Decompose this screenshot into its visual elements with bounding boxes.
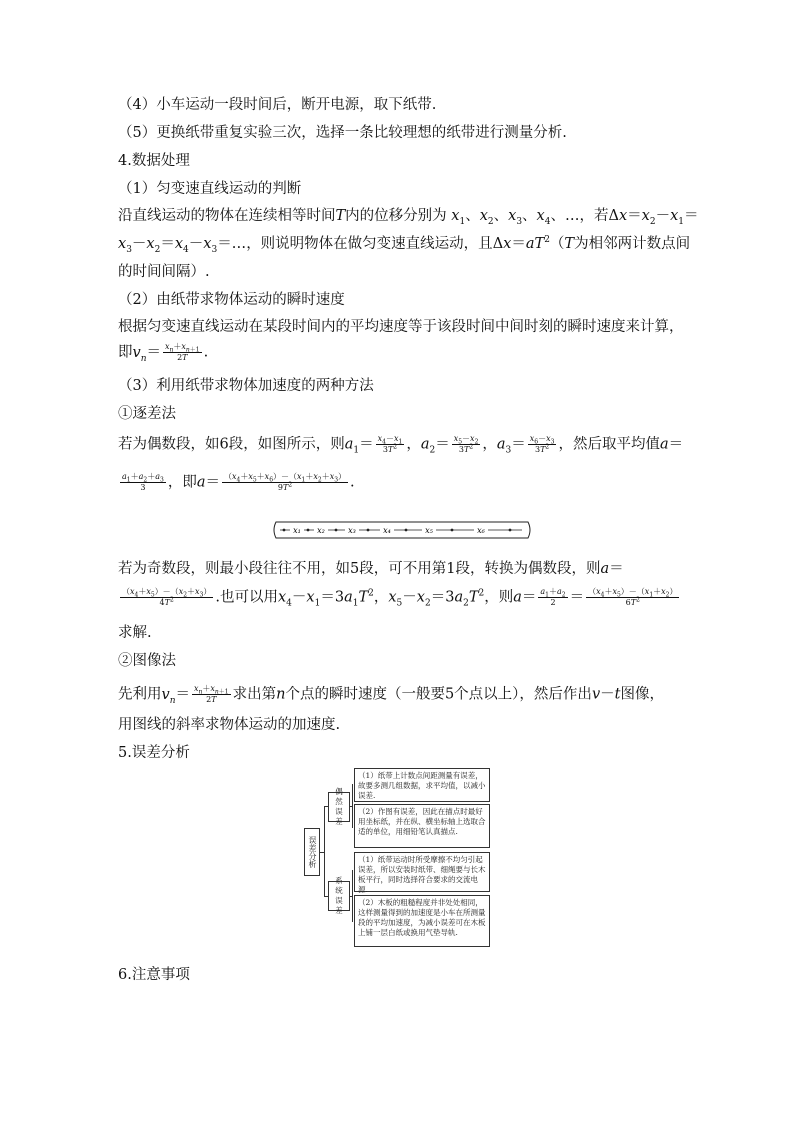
diagram-root: 误差分析: [304, 828, 320, 876]
random-error-2: （2）作图有误差，因此在描点时最好用坐标纸，并在纵、横坐标轴上选取合适的单位，用细铅笔认真描点.: [354, 804, 490, 848]
step5-line: （5）更换纸带重复实验三次，选择一条比较理想的纸带进行测量分析.: [118, 125, 567, 141]
judge-line-2: $x_3-x_2=x_4-x_3=\dots$，则说明物体在做匀变速直线运动，且$\Delta x=aT^2(T$为相邻两计数点间: [118, 235, 691, 255]
tape-label-x2: x₂: [317, 526, 325, 535]
tape-label-x4: x₄: [383, 526, 391, 535]
section-6-heading: 6.注意事项: [118, 967, 190, 983]
tape-label-x1: x₁: [293, 526, 301, 535]
even-line-1: 若为偶数段，如6段，如图所示，则$a_1=$ $\frac{x_4-x_1}{3T^2}$ ，$a_2=$ $\frac{x_5-x_2}{3T^2}$ ，$a_3=$ $\frac{x_6-x_3}{3T^2}$ ，然后取平均值a＝: [118, 434, 684, 456]
error-analysis-diagram: [300, 764, 500, 950]
odd-line-1: 若为奇数段，则最小段往往不用，如5段，可不用第1段，转换为偶数段，则a＝: [118, 561, 624, 577]
judge-line-3: 的时间间隔）.: [118, 264, 210, 280]
tape-label-x5: x₅: [425, 526, 433, 535]
random-spine-v: [352, 784, 353, 828]
section-4-heading: 4.数据处理: [118, 153, 190, 169]
graph-line-2: 用图线的斜率求物体运动的加速度.: [118, 717, 341, 733]
method2-heading: ②图像法: [118, 653, 176, 669]
systematic-error-2: （2）木板的粗糙程度并非处处相同，这样测量得到的加速度是小车在所测量段的平均加速度，为减小误差可在木板上铺一层白纸或换用气垫导轨.: [354, 895, 490, 947]
odd-line-2: $\frac{(x_4+x_5)-(x_2+x_3)}{4T^2}$ .也可以用$x_4-x_1=3a_1T^2$，$x_5-x_2=3a_2T^2$，则a＝ $\frac{a_1+a_2}{2}$ ＝ $\frac{(x_4+x_5)-(x_1+x_2)}{6T^2}$: [122, 587, 678, 609]
section-5-heading: 5.误差分析: [118, 745, 190, 761]
step4-line: （4）小车运动一段时间后，断开电源，取下纸带.: [118, 97, 437, 113]
systematic-error-node: 系统误差: [328, 881, 350, 911]
odd-line-3: 求解.: [118, 625, 152, 641]
graph-line-1: 先利用$v_n=$ $\frac{x_n+x_{n+1}}{2T}$ 求出第n个点的瞬时速度（一般要5个点以上），然后作出v－t图像，: [118, 684, 664, 706]
branch-spine: [324, 806, 325, 896]
judge-line-1: 沿直线运动的物体在连续相等时间T内的位移分别为 $x_1$、$x_2$、$x_3$、$x_4$、…，若$\Delta x=x_2-x_1=$: [118, 208, 699, 227]
method1-heading: ①逐差法: [118, 406, 176, 422]
instant-line-2: 即$v_n=$ $\frac{x_n+x_{n+1}}{2T}$ .: [118, 342, 209, 364]
sub3-heading: （3）利用纸带求物体加速度的两种方法: [118, 378, 374, 394]
sub2-heading: （2）由纸带求物体运动的瞬时速度: [118, 292, 345, 308]
even-line-2: $\frac{a_1+a_2+a_3}{3}$ ，即a＝ $\frac{(x_4+x_5+x_6)-(x_1+x_2+x_3)}{9T^2}$ .: [122, 472, 355, 492]
tape-label-x3: x₃: [348, 526, 356, 535]
systematic-spine-v: [352, 870, 353, 922]
instant-line-1: 根据匀变速直线运动在某段时间内的平均速度等于该段时间中间时刻的瞬时速度来计算，: [118, 319, 684, 335]
random-error-1: （1）纸带上计数点间距测量有误差，故要多测几组数据，求平均值，以减小误差.: [354, 768, 490, 802]
tape-label-x6: x₆: [477, 526, 485, 535]
sub1-heading: （1）匀变速直线运动的判断: [118, 181, 302, 197]
paper-tape-figure: [272, 519, 532, 541]
systematic-error-1: （1）纸带运动时所受摩擦不均匀引起误差，所以安装时纸带、细绳要与长木板平行，同时选择符合要求的交流电源.: [354, 852, 490, 892]
random-error-node: 偶然误差: [328, 792, 350, 822]
